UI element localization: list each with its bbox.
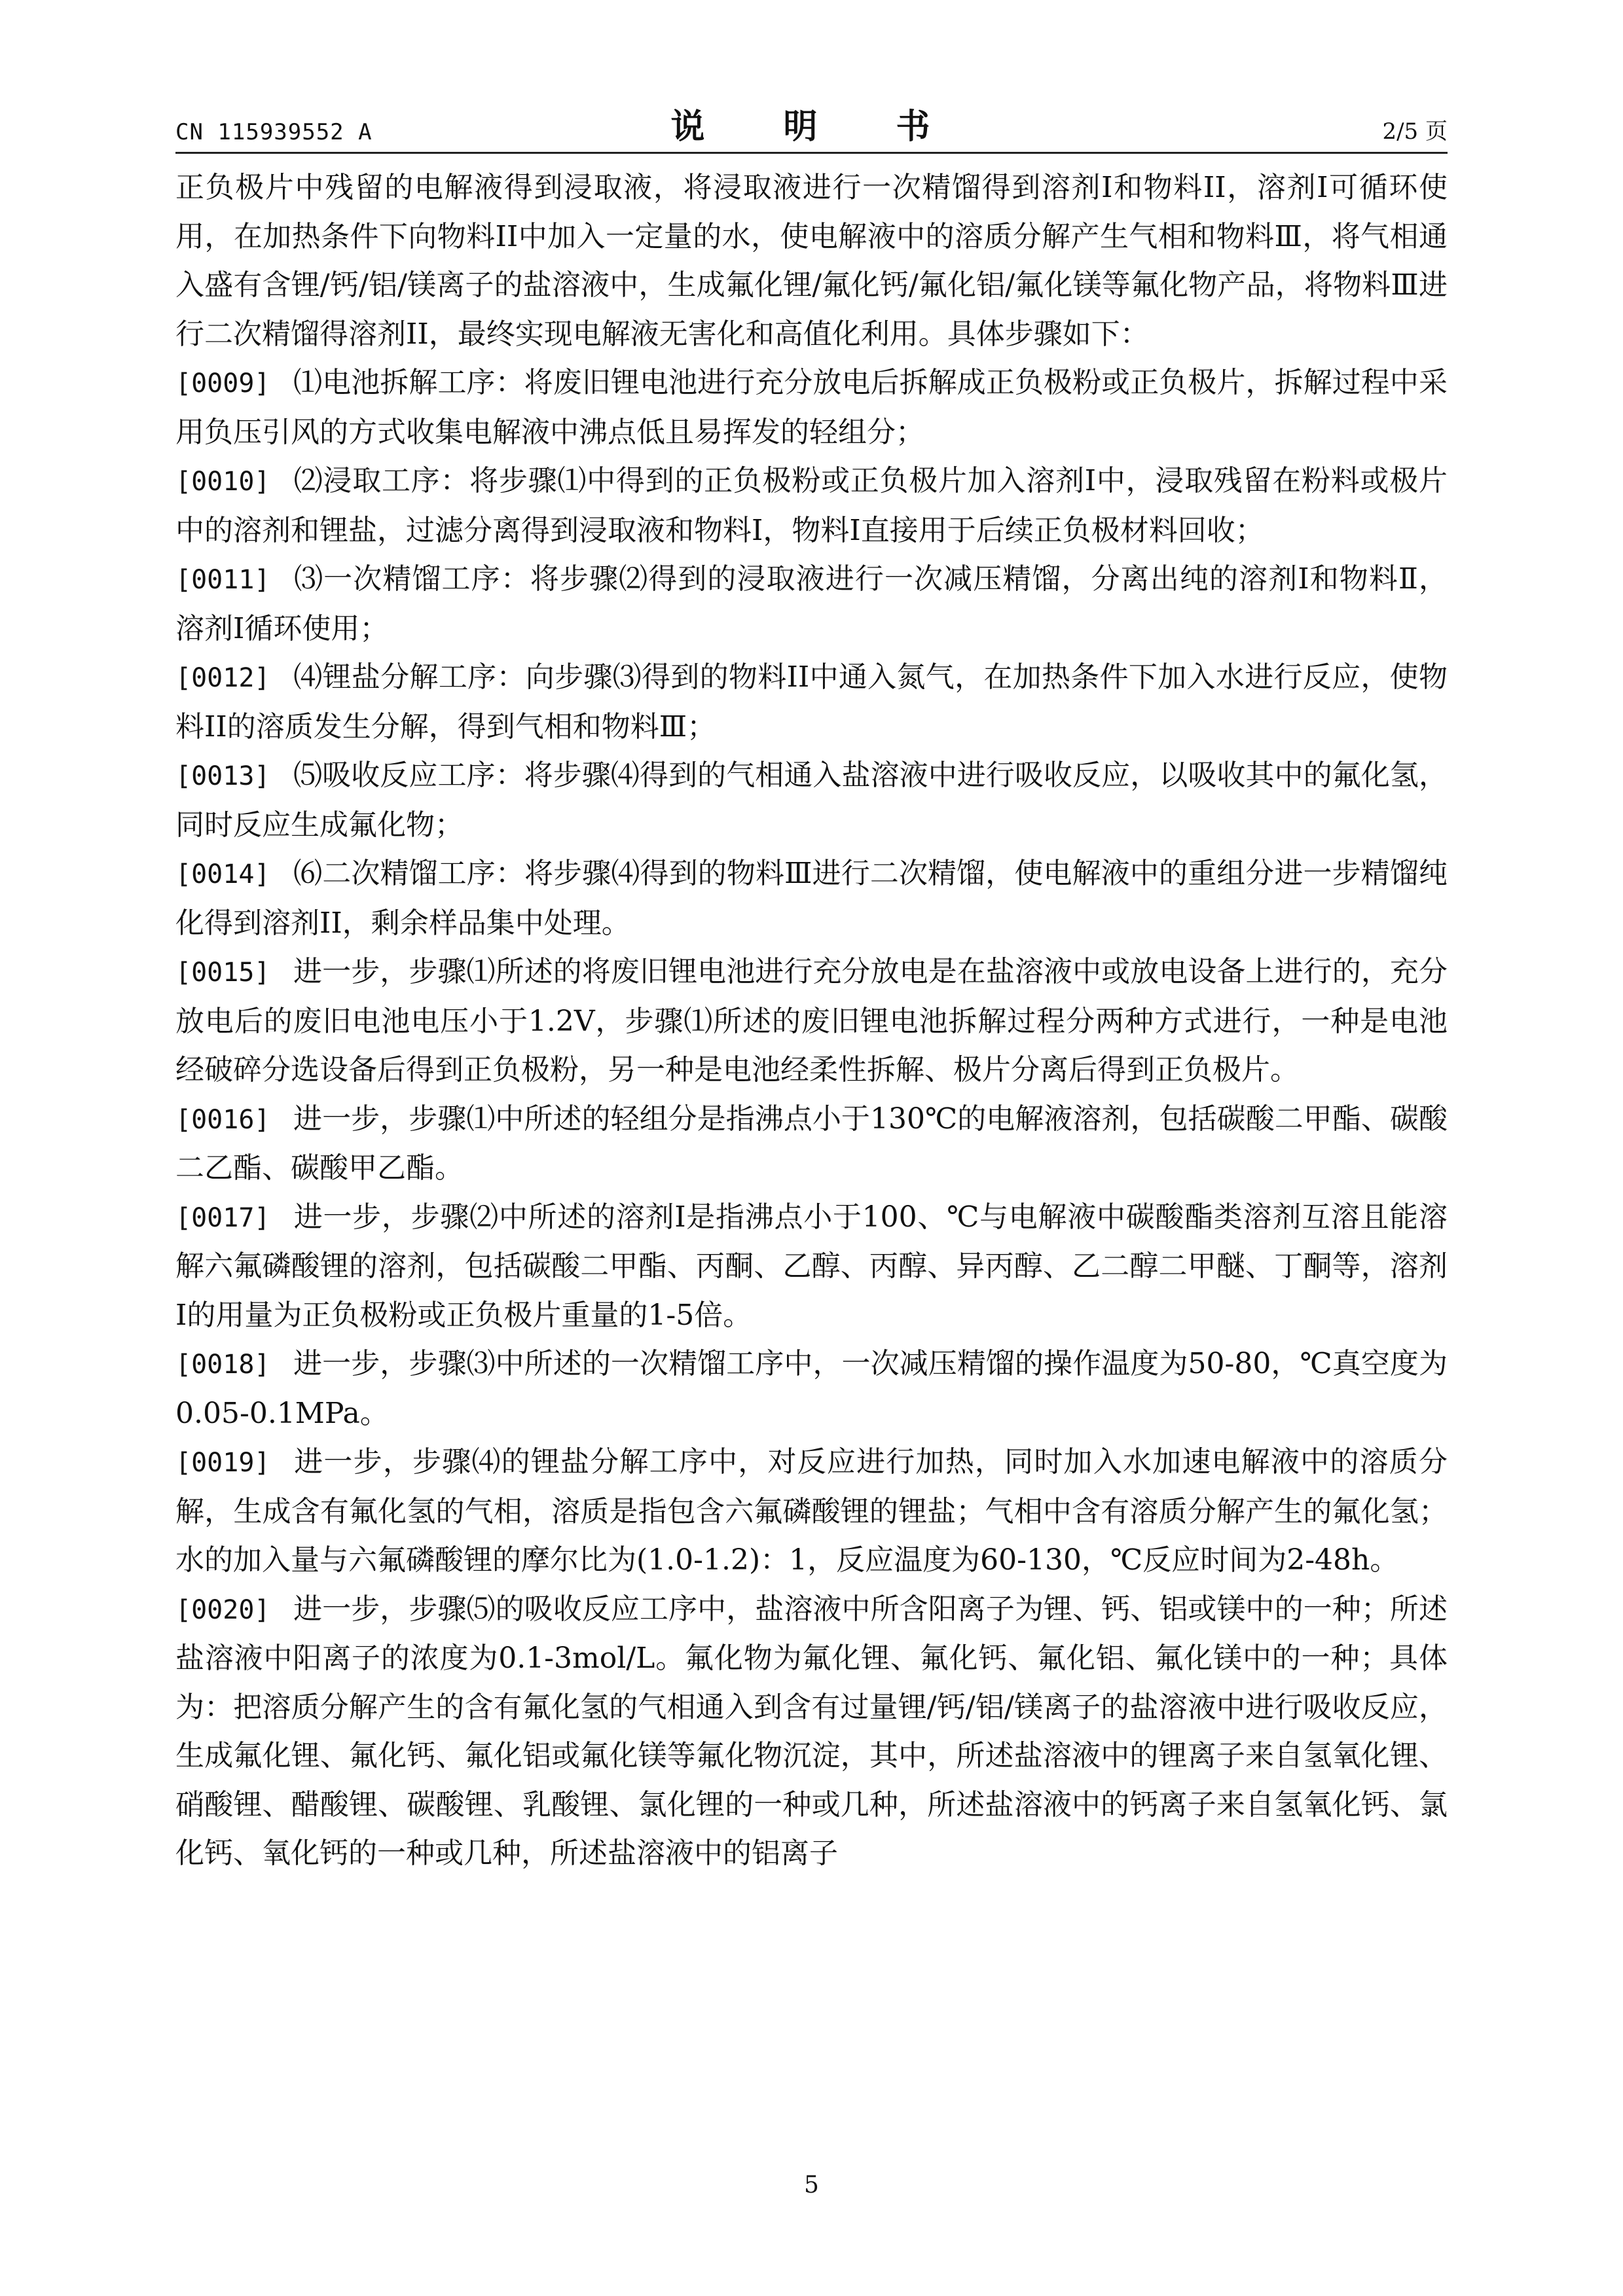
- paragraph-text: ⑹二次精馏工序：将步骤⑷得到的物料Ⅲ进行二次精馏，使电解液中的重组分进一步精馏纯化得到溶剂II，剩余样品集中处理。: [175, 857, 1448, 940]
- paragraph-0018: [175, 1340, 1448, 1438]
- paragraph-0019: [175, 1438, 1448, 1585]
- paragraph-number: [0019]: [175, 1448, 270, 1478]
- paragraph-0009: [175, 359, 1448, 457]
- paragraph-text: 进一步，步骤⑷的锂盐分解工序中，对反应进行加热，同时加入水加速电解液中的溶质分解，生成含有氟化氢的气相，溶质是指包含六氟磷酸锂的锂盐；气相中含有溶质分解产生的氟化氢；水的加入量与六氟磷酸锂的摩尔比为(1.0-1.2)：1，反应温度为60-130，℃反应时间为2-48h。: [175, 1445, 1448, 1577]
- paragraph-number: [0012]: [175, 663, 270, 693]
- page-header: [175, 98, 1448, 151]
- paragraph-number: [0018]: [175, 1350, 270, 1380]
- document-title: 说 明 书: [670, 107, 953, 147]
- paragraph-text: ⑴电池拆解工序：将废旧锂电池进行充分放电后拆解成正负极粉或正负极片，拆解过程中采用负压引风的方式收集电解液中沸点低且易挥发的轻组分；: [175, 366, 1448, 449]
- paragraph-number: [0011]: [175, 565, 270, 595]
- paragraph-0011: [175, 555, 1448, 653]
- description-body: [175, 164, 1448, 1878]
- paragraph-number: [0010]: [175, 467, 270, 497]
- header-rule: [175, 152, 1448, 154]
- paragraph-text: ⑵浸取工序：将步骤⑴中得到的正负极粉或正负极片加入溶剂I中，浸取残留在粉料或极片中的溶剂和锂盐，过滤分离得到浸取液和物料I，物料I直接用于后续正负极材料回收；: [175, 464, 1448, 547]
- paragraph-text: 进一步，步骤⑶中所述的一次精馏工序中，一次减压精馏的操作温度为50-80，℃真空度为0.05-0.1MPa。: [175, 1347, 1448, 1430]
- paragraph-number: [0020]: [175, 1594, 270, 1625]
- page-indicator: 2/5 页: [1382, 118, 1448, 145]
- page-number: 5: [804, 2172, 819, 2198]
- paragraph-number: [0015]: [175, 958, 270, 988]
- paragraph-text: ⑸吸收反应工序：将步骤⑷得到的气相通入盐溶液中进行吸收反应，以吸收其中的氟化氢，同时反应生成氟化物；: [175, 759, 1448, 842]
- paragraph-0014: [175, 850, 1448, 948]
- paragraph-text: ⑷锂盐分解工序：向步骤⑶得到的物料II中通入氮气，在加热条件下加入水进行反应，使物料II的溶质发生分解，得到气相和物料Ⅲ；: [175, 660, 1448, 744]
- paragraph-0012: [175, 653, 1448, 751]
- paragraph-0017: [175, 1193, 1448, 1340]
- paragraph-0016: [175, 1095, 1448, 1193]
- paragraph-number: [0014]: [175, 859, 270, 889]
- paragraph-number: [0017]: [175, 1202, 270, 1233]
- continued-paragraph: 正负极片中残留的电解液得到浸取液，将浸取液进行一次精馏得到溶剂I和物料II，溶剂I可循环使用，在加热条件下向物料II中加入一定量的水，使电解液中的溶质分解产生气相和物料Ⅲ，将气相通入盛有含锂/钙/铝/镁离子的盐溶液中，生成氟化锂/氟化钙/氟化铝/氟化镁等氟化物产品，将物料Ⅲ进行二次精馏得溶剂II，最终实现电解液无害化和高值化利用。具体步骤如下：: [175, 171, 1448, 351]
- paragraph-number: [0013]: [175, 761, 270, 791]
- paragraph-text: 进一步，步骤⑴中所述的轻组分是指沸点小于130℃的电解液溶剂，包括碳酸二甲酯、碳酸二乙酯、碳酸甲乙酯。: [175, 1102, 1448, 1185]
- paragraph-0020: [175, 1585, 1448, 1878]
- paragraph-text: ⑶一次精馏工序：将步骤⑵得到的浸取液进行一次减压精馏，分离出纯的溶剂I和物料Ⅱ，溶剂I循环使用；: [175, 562, 1448, 645]
- publication-number: CN 115939552 A: [175, 119, 373, 145]
- paragraph-0013: [175, 751, 1448, 850]
- paragraph-0015: [175, 948, 1448, 1095]
- paragraph-text: 进一步，步骤⑴所述的将废旧锂电池进行充分放电是在盐溶液中或放电设备上进行的，充分放电后的废旧电池电压小于1.2V，步骤⑴所述的废旧锂电池拆解过程分两种方式进行，一种是电池经破碎分选设备后得到正负极粉，另一种是电池经柔性拆解、极片分离后得到正负极片。: [175, 955, 1448, 1086]
- paragraph-text: 进一步，步骤⑸的吸收反应工序中，盐溶液中所含阳离子为锂、钙、铝或镁中的一种；所述盐溶液中阳离子的浓度为0.1-3mol/L。氟化物为氟化锂、氟化钙、氟化铝、氟化镁中的一种；具体为：把溶质分解产生的含有氟化氢的气相通入到含有过量锂/钙/铝/镁离子的盐溶液中进行吸收反应，生成氟化锂、氟化钙、氟化铝或氟化镁等氟化物沉淀，其中，所述盐溶液中的锂离子来自氢氧化锂、硝酸锂、醋酸锂、碳酸锂、乳酸锂、氯化锂的一种或几种，所述盐溶液中的钙离子来自氢氧化钙、氯化钙、氧化钙的一种或几种，所述盐溶液中的铝离子: [175, 1592, 1448, 1870]
- paragraph-number: [0016]: [175, 1104, 270, 1135]
- paragraph-number: [0009]: [175, 368, 270, 399]
- paragraph-text: 进一步，步骤⑵中所述的溶剂I是指沸点小于100、℃与电解液中碳酸酯类溶剂互溶且能溶解六氟磷酸锂的溶剂，包括碳酸二甲酯、丙酮、乙醇、丙醇、异丙醇、乙二醇二甲醚、丁酮等，溶剂I的用量为正负极粉或正负极片重量的1-5倍。: [175, 1200, 1448, 1332]
- page-footer: [0, 2172, 1623, 2198]
- paragraph-0010: [175, 457, 1448, 555]
